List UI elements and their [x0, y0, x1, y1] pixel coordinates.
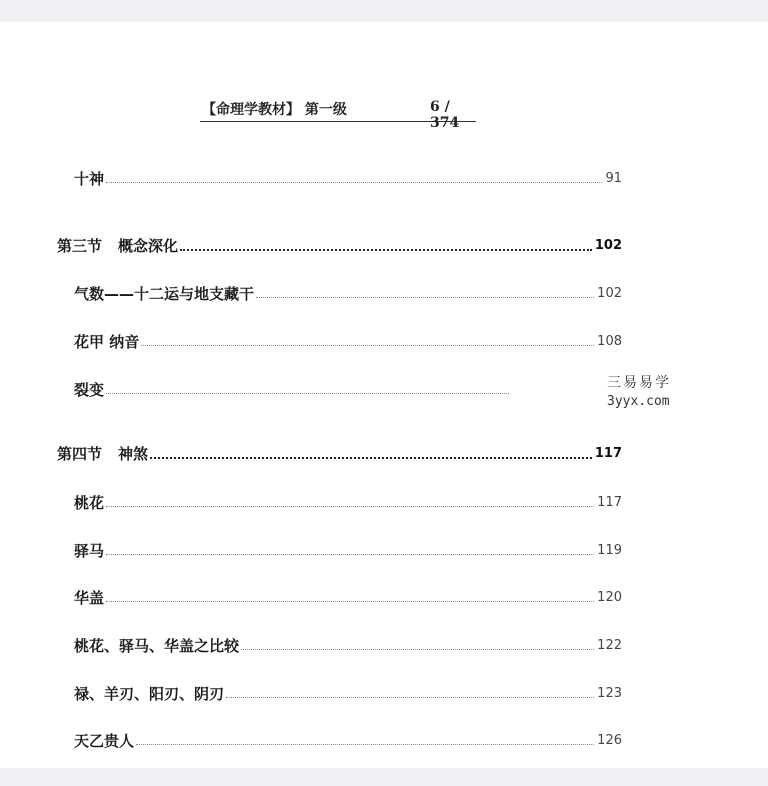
toc-entry-huagai[interactable]: [74, 585, 622, 609]
toc-entry-taohua[interactable]: [74, 490, 622, 514]
site-watermark: [607, 372, 687, 409]
dot-leader: [106, 182, 602, 183]
watermark-name: 三易易学: [607, 375, 671, 391]
dot-leader: [106, 506, 594, 507]
book-title: 【命理学教材】 第一级: [202, 102, 347, 118]
toc-entry-lu-yangren[interactable]: [74, 681, 622, 705]
toc-entry-page: 126: [597, 732, 622, 748]
toc-entry-label: 桃花: [74, 493, 105, 512]
dot-leader: [106, 393, 509, 394]
toc-entry-page: 120: [597, 589, 622, 605]
toc-entry-label: 气数——十二运与地支藏干: [74, 284, 255, 303]
dot-leader: [136, 744, 594, 745]
toc-entry-label: 十神: [74, 169, 105, 188]
toc-entry-label: 裂变: [74, 380, 105, 399]
watermark-url: 3yyx.com: [607, 394, 670, 409]
toc-entry-page: 117: [597, 494, 622, 510]
dot-leader: [106, 554, 594, 555]
dot-leader: [141, 345, 594, 346]
toc-entry-page: 102: [597, 285, 622, 301]
toc-section-label: 第四节 神煞: [57, 444, 149, 463]
toc-entry-qishu[interactable]: [74, 281, 622, 305]
toc-section-4[interactable]: [57, 441, 622, 465]
toc-section-3[interactable]: [57, 233, 622, 257]
dot-leader: [150, 457, 592, 459]
toc-section-page: 117: [594, 445, 622, 461]
dot-leader: [226, 697, 594, 698]
toc-entry-shishen[interactable]: [74, 166, 622, 190]
toc-entry-page: 108: [597, 333, 622, 349]
dot-leader: [106, 601, 594, 602]
toc-entry-huajia[interactable]: [74, 329, 622, 353]
toc-entry-liebian[interactable]: [74, 377, 512, 401]
toc-entry-yima[interactable]: [74, 538, 622, 562]
toc-entry-page: 119: [597, 542, 622, 558]
toc-entry-page: 123: [597, 685, 622, 701]
dot-leader: [256, 297, 594, 298]
toc-entry-label: 桃花、驿马、华盖之比较: [74, 636, 240, 655]
toc-entry-comparison[interactable]: [74, 633, 622, 657]
toc-entry-page: 91: [605, 170, 622, 186]
page-counter: 6 / 374: [430, 99, 460, 131]
document-page: [0, 22, 768, 768]
toc-entry-label: 天乙贵人: [74, 731, 135, 750]
toc-entry-tianyi[interactable]: [74, 728, 622, 752]
toc-entry-label: 花甲 纳音: [74, 332, 140, 351]
toc-entry-label: 华盖: [74, 588, 105, 607]
toc-entry-label: 驿马: [74, 541, 105, 560]
toc-entry-page: 122: [597, 637, 622, 653]
dot-leader: [241, 649, 594, 650]
dot-leader: [180, 249, 592, 251]
toc-section-page: 102: [594, 237, 622, 253]
toc-entry-label: 禄、羊刃、阳刃、阴刃: [74, 684, 225, 703]
toc-section-label: 第三节 概念深化: [57, 236, 179, 255]
